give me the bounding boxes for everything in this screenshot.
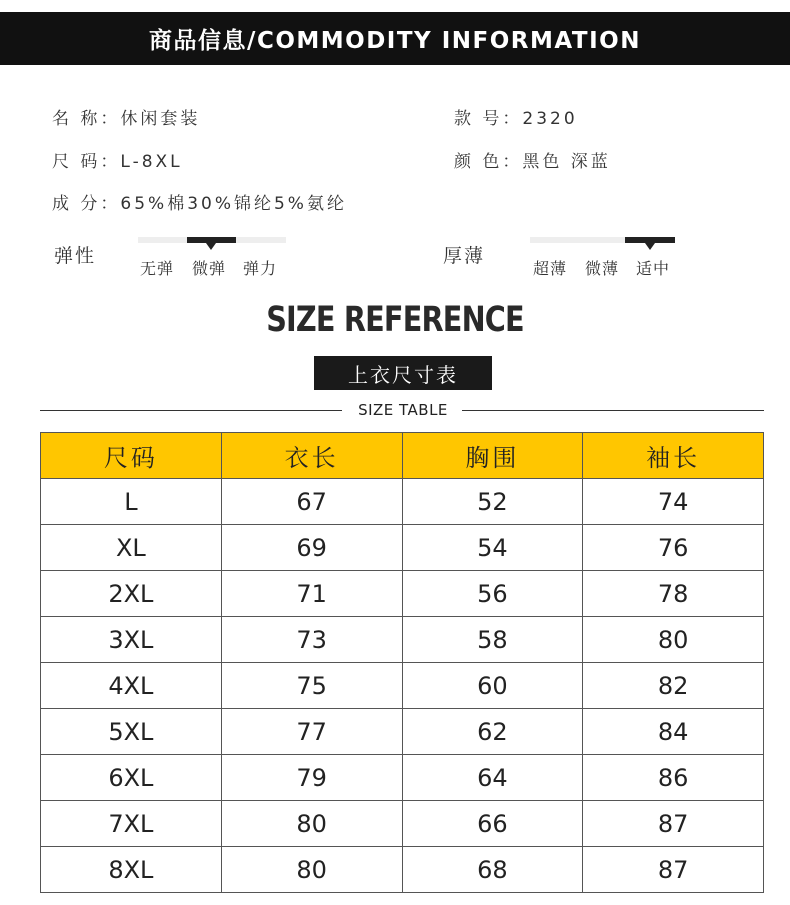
elasticity-arrow-icon xyxy=(206,243,216,250)
divider-right xyxy=(462,410,764,411)
table-cell: 52 xyxy=(402,479,583,525)
table-cell: 5XL xyxy=(41,709,222,755)
elasticity-option: 弹力 xyxy=(243,259,278,278)
table-cell: 80 xyxy=(221,847,402,893)
elasticity-option: 微弹 xyxy=(192,259,227,278)
table-row xyxy=(41,663,764,709)
table-cell: 3XL xyxy=(41,617,222,663)
table-cell: 74 xyxy=(583,479,764,525)
size-table xyxy=(40,432,764,893)
table-header-row xyxy=(41,433,764,479)
thickness-title: 厚薄 xyxy=(443,245,486,267)
info-color: 颜 色：黑色 深蓝 xyxy=(454,152,611,172)
table-cell: 64 xyxy=(402,755,583,801)
thickness-option: 微薄 xyxy=(585,259,620,278)
info-name: 名 称：休闲套装 xyxy=(52,109,201,129)
table-cell: 71 xyxy=(221,571,402,617)
table-cell: 80 xyxy=(221,801,402,847)
table-cell: 8XL xyxy=(41,847,222,893)
elasticity-title: 弹性 xyxy=(54,245,97,267)
table-cell: 87 xyxy=(583,801,764,847)
table-cell: 86 xyxy=(583,755,764,801)
table-cell: 54 xyxy=(402,525,583,571)
table-cell: XL xyxy=(41,525,222,571)
table-cell: 7XL xyxy=(41,801,222,847)
info-style-no: 款 号：2320 xyxy=(454,109,578,129)
thickness-option: 超薄 xyxy=(533,259,568,278)
table-cell: 4XL xyxy=(41,663,222,709)
table-cell: 80 xyxy=(583,617,764,663)
elasticity-option: 无弹 xyxy=(140,259,175,278)
table-cell: 84 xyxy=(583,709,764,755)
info-composition: 成 分：65%棉30%锦纶5%氨纶 xyxy=(52,194,347,214)
table-row xyxy=(41,525,764,571)
info-size: 尺 码：L-8XL xyxy=(52,152,183,172)
divider-left xyxy=(40,410,342,411)
table-cell: 82 xyxy=(583,663,764,709)
table-row xyxy=(41,571,764,617)
table-cell: 76 xyxy=(583,525,764,571)
table-row xyxy=(41,755,764,801)
table-cell: 60 xyxy=(402,663,583,709)
header-bar xyxy=(0,12,790,65)
column-header: 胸围 xyxy=(402,433,583,479)
table-row xyxy=(41,479,764,525)
size-reference-heading: SIZE REFERENCE xyxy=(266,300,524,340)
table-cell: 77 xyxy=(221,709,402,755)
table-cell: 87 xyxy=(583,847,764,893)
header-title: 商品信息/COMMODITY INFORMATION xyxy=(149,28,641,54)
table-cell: 56 xyxy=(402,571,583,617)
table-cell: L xyxy=(41,479,222,525)
table-cell: 58 xyxy=(402,617,583,663)
table-cell: 69 xyxy=(221,525,402,571)
table-cell: 75 xyxy=(221,663,402,709)
subheading-text: 上衣尺寸表 xyxy=(348,362,458,387)
column-header: 衣长 xyxy=(221,433,402,479)
subheading-box xyxy=(314,356,492,390)
table-cell: 79 xyxy=(221,755,402,801)
size-table-label: SIZE TABLE xyxy=(358,401,448,419)
table-row xyxy=(41,801,764,847)
table-cell: 68 xyxy=(402,847,583,893)
column-header: 袖长 xyxy=(583,433,764,479)
table-cell: 66 xyxy=(402,801,583,847)
column-header: 尺码 xyxy=(41,433,222,479)
table-cell: 78 xyxy=(583,571,764,617)
table-row xyxy=(41,709,764,755)
table-row xyxy=(41,847,764,893)
table-row xyxy=(41,617,764,663)
thickness-arrow-icon xyxy=(645,243,655,250)
table-cell: 2XL xyxy=(41,571,222,617)
table-cell: 67 xyxy=(221,479,402,525)
thickness-option: 适中 xyxy=(636,259,671,278)
table-cell: 73 xyxy=(221,617,402,663)
table-cell: 62 xyxy=(402,709,583,755)
table-cell: 6XL xyxy=(41,755,222,801)
